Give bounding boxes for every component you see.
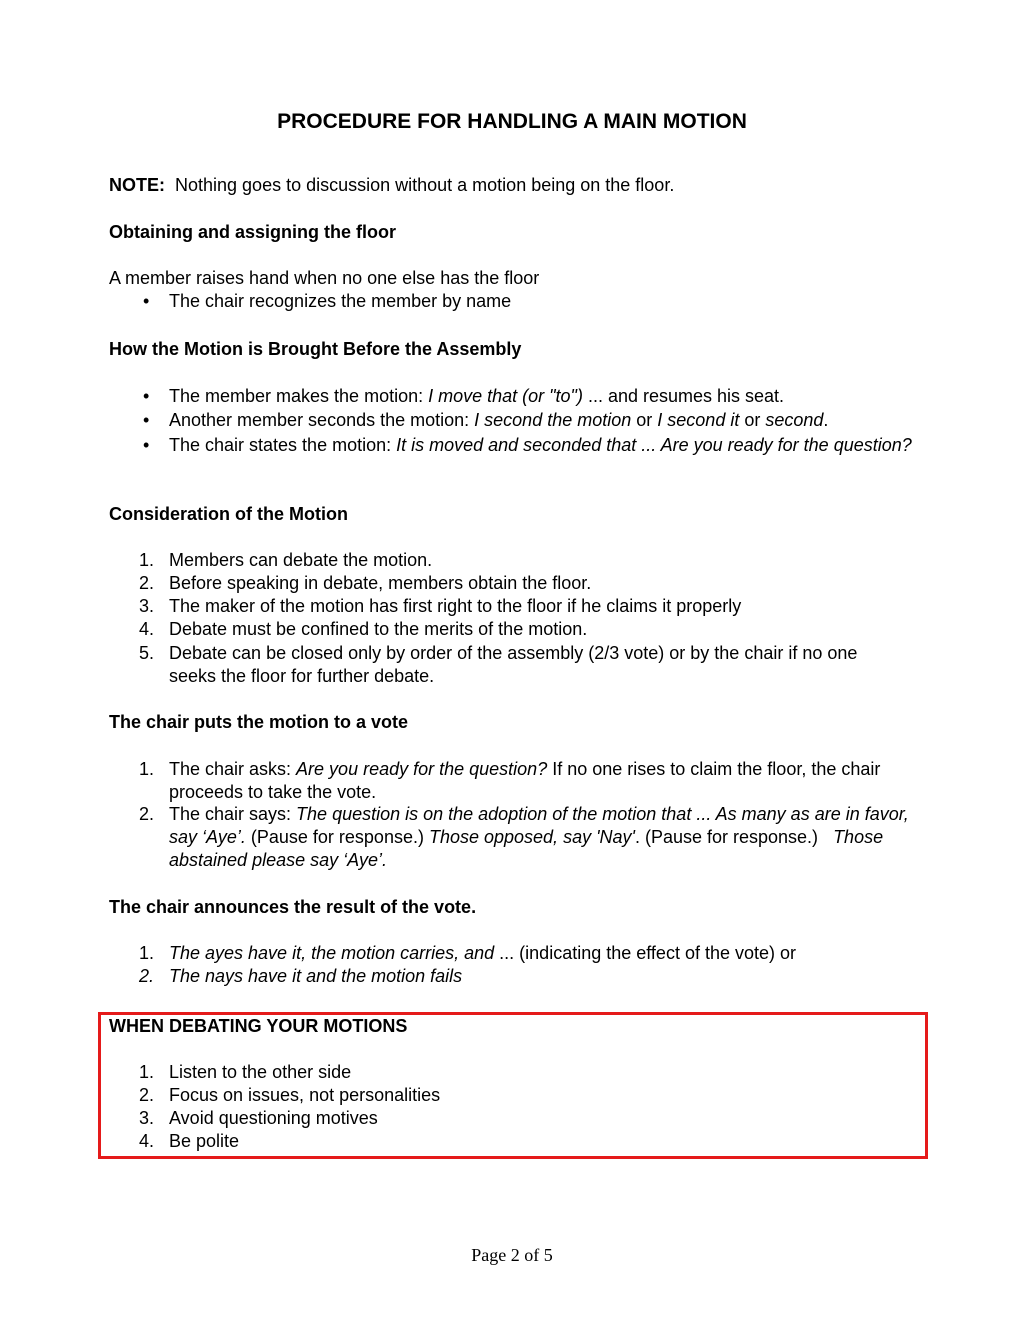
list-text: Before speaking in debate, members obtain the floor. (169, 573, 592, 593)
list-text: The nays have it and the motion fails (169, 966, 463, 986)
tip-item-3 (109, 1107, 929, 1130)
text-run-italic: second (765, 410, 824, 430)
list-text: Members can debate the motion. (169, 550, 433, 570)
consideration-item-5 (109, 642, 909, 688)
page-footer: Page 2 of 5 (471, 1245, 553, 1265)
debating-tips-heading: WHEN DEBATING YOUR MOTIONS (109, 1016, 408, 1036)
result-item-1 (109, 942, 929, 965)
tip-item-1 (109, 1061, 929, 1084)
bullet-mark: • (143, 435, 150, 455)
bullet-mark: • (143, 410, 150, 430)
consideration-item-4 (109, 618, 929, 641)
list-number: 2. (139, 573, 155, 593)
list-text: Listen to the other side (169, 1062, 352, 1082)
text-run: Another member seconds the motion: (169, 410, 475, 430)
floor-intro: A member raises hand when no one else has the floor (109, 268, 540, 288)
assembly-bullet-2 (109, 409, 929, 432)
list-number: 2. (139, 804, 155, 824)
text-run: or (739, 410, 766, 430)
section-heading-floor: Obtaining and assigning the floor (109, 222, 396, 242)
list-number: 4. (139, 1131, 155, 1151)
list-text: Debate can be closed only by order of the assembly (2/3 vote) or by the chair if no one seeks the floor for further debate. (169, 643, 858, 686)
note-text: Nothing goes to discussion without a motion being on the floor. (165, 175, 675, 195)
text-run-italic: Those abstained please say ‘Aye’. (169, 827, 884, 870)
list-number: 2. (139, 966, 155, 986)
text-run-italic: Are you ready for the question? (296, 759, 548, 779)
text-run: The chair asks: (169, 759, 297, 779)
text-run: . (Pause for response.) (634, 827, 834, 847)
list-text (169, 758, 924, 804)
consideration-item-2 (109, 572, 929, 595)
section-heading-consideration: Consideration of the Motion (109, 504, 348, 524)
text-run-italic: It is moved and seconded that ... Are you ready for the question? (396, 435, 912, 455)
text-run: The member makes the motion: (169, 386, 429, 406)
consideration-item-1 (109, 549, 929, 572)
bullet-text (169, 409, 929, 432)
text-run: The chair says: (169, 804, 297, 824)
list-text: Debate must be confined to the merits of the motion. (169, 619, 588, 639)
assembly-bullet-3 (109, 434, 929, 457)
result-item-2 (109, 965, 929, 988)
text-run-italic: I second the motion (474, 410, 632, 430)
list-number: 1. (139, 550, 155, 570)
tip-item-4 (109, 1130, 929, 1153)
text-run: or (631, 410, 658, 430)
tip-item-2 (109, 1084, 929, 1107)
consideration-item-3 (109, 595, 929, 618)
text-run: (Pause for response.) (245, 827, 429, 847)
assembly-bullet-1 (109, 385, 929, 408)
text-run-italic: I second it (657, 410, 740, 430)
list-number: 5. (139, 643, 155, 663)
list-number: 3. (139, 596, 155, 616)
vote-item-2 (109, 803, 914, 872)
list-text: Avoid questioning motives (169, 1108, 378, 1128)
list-number: 2. (139, 1085, 155, 1105)
bullet-text (169, 434, 929, 457)
text-run: The chair states the motion: (169, 435, 397, 455)
list-text: Be polite (169, 1131, 240, 1151)
section-heading-assembly: How the Motion is Brought Before the Assembly (109, 339, 522, 359)
text-run: If no one rises to claim the floor, the chair proceeds to take the vote. (169, 759, 881, 802)
text-run: ... (indicating the effect of the vote) or (494, 943, 797, 963)
bullet-text (169, 385, 929, 408)
list-number: 4. (139, 619, 155, 639)
list-number: 1. (139, 1062, 155, 1082)
section-heading-result: The chair announces the result of the vote. (109, 897, 477, 917)
list-number: 3. (139, 1108, 155, 1128)
floor-bullet-1 (109, 290, 929, 313)
list-number: 1. (139, 759, 155, 779)
page-title: PROCEDURE FOR HANDLING A MAIN MOTION (277, 110, 747, 133)
section-heading-vote: The chair puts the motion to a vote (109, 712, 409, 732)
note-line (109, 174, 674, 197)
text-run-italic: The ayes have it, the motion carries, and (169, 943, 495, 963)
list-text (169, 803, 914, 872)
list-number: 1. (139, 943, 155, 963)
list-text (169, 942, 929, 965)
bullet-mark: • (143, 291, 150, 311)
text-run-italic: Those opposed, say 'Nay' (428, 827, 635, 847)
text-run-italic: I move that (or "to") (428, 386, 583, 406)
bullet-mark: • (143, 386, 150, 406)
bullet-text: The chair recognizes the member by name (169, 291, 512, 311)
text-run: ... and resumes his seat. (582, 386, 785, 406)
list-text: The maker of the motion has first right to the floor if he claims it properly (169, 596, 742, 616)
list-text: Focus on issues, not personalities (169, 1085, 441, 1105)
text-run: . (823, 410, 829, 430)
vote-item-1 (109, 758, 924, 804)
note-label: NOTE: (109, 175, 165, 195)
text-run-italic: The question is on the adoption of the motion that ... As many as are in favor, say ‘Aye’. (169, 804, 909, 847)
